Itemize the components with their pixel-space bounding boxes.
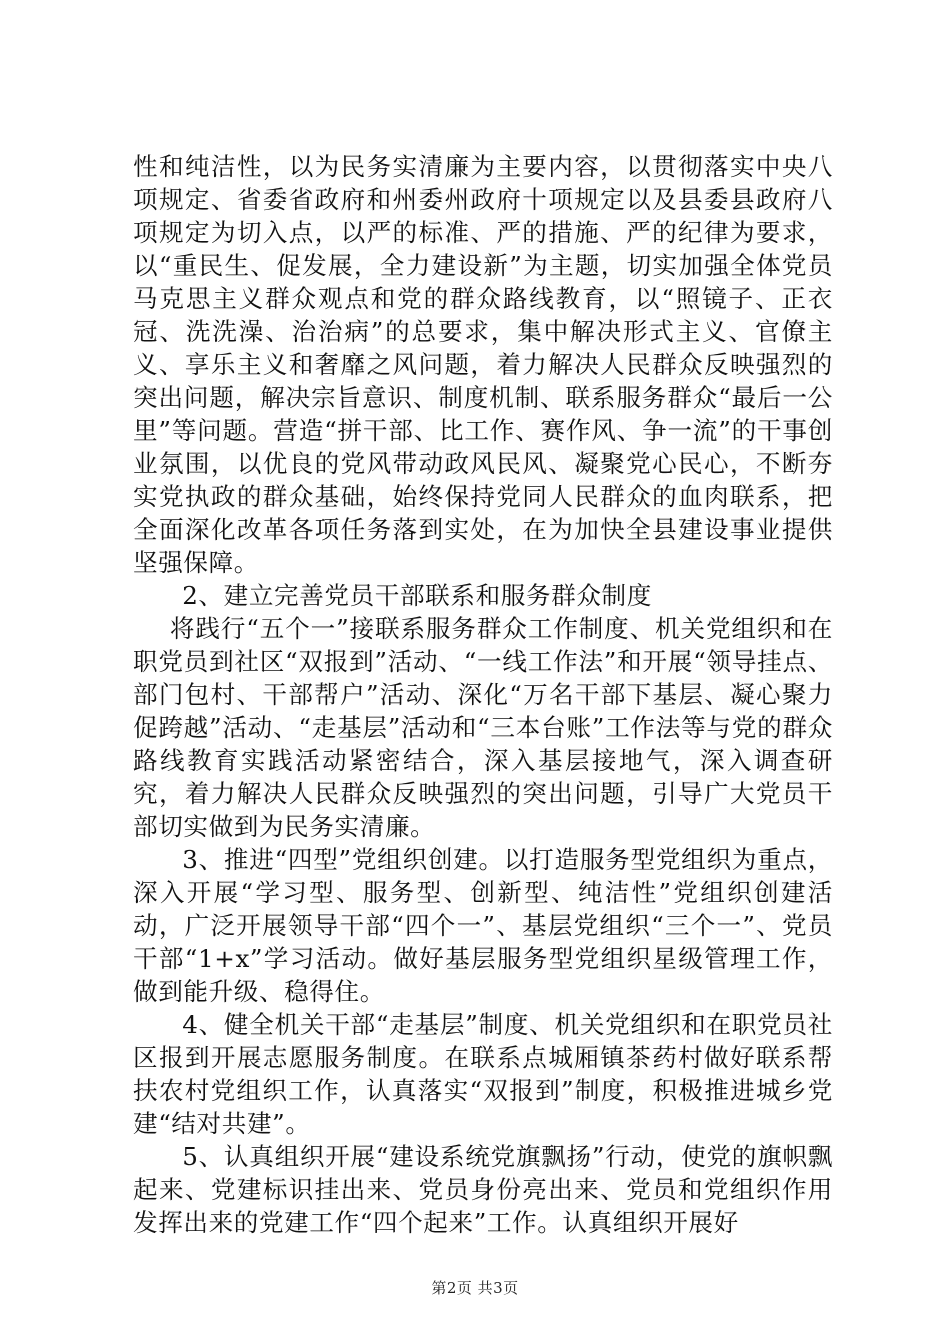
paragraph-section-3: 3、推进“四型”党组织创建。以打造服务型党组织为重点，深入开展“学习型、服务型、创新型、纯洁性”党组织创建活动，广泛开展领导干部“四个一”、基层党组织“三个一”、党员干部“1+x”学习活动。做好基层服务型党组织星级管理工作，做到能升级、稳得住。 (133, 845, 833, 1006)
document-body (133, 150, 833, 1239)
paragraph-continuation: 性和纯洁性，以为民务实清廉为主要内容，以贯彻落实中央八项规定、省委省政府和州委州政府十项规定以及县委县政府八项规定为切入点，以严的标准、严的措施、严的纪律为要求，以“重民生、促发展，全力建设新”为主题，切实加强全体党员马克思主义群众观点和党的群众路线教育，以“照镜子、正衣冠、洗洗澡、治治病”的总要求，集中解决形式主义、官僚主义、享乐主义和奢靡之风问题，着力解决人民群众反映强烈的突出问题，解决宗旨意识、制度机制、联系服务群众“最后一公里”等问题。营造“拼干部、比工作、赛作风、争一流”的干事创业氛围，以优良的党风带动政风民风、凝聚党心民心，不断夯实党执政的群众基础，始终保持党同人民群众的血肉联系，把全面深化改革各项任务落到实处，在为加快全县建设事业提供坚强保障。 (133, 152, 833, 577)
page-footer (0, 1277, 950, 1298)
page-number-label: 第2页 共3页 (431, 1279, 519, 1297)
paragraph-section-4: 4、健全机关干部“走基层”制度、机关党组织和在职党员社区报到开展志愿服务制度。在联系点城厢镇茶药村做好联系帮扶农村党组织工作，认真落实“双报到”制度，积极推进城乡党建“结对共建”。 (133, 1010, 833, 1138)
section-heading-2: 2、建立完善党员干部联系和服务群众制度 (182, 581, 652, 610)
paragraph-section-5: 5、认真组织开展“建设系统党旗飘扬”行动，使党的旗帜飘起来、党建标识挂出来、党员身份亮出来、党员和党组织作用发挥出来的党建工作“四个起来”工作。认真组织开展好 (133, 1142, 833, 1237)
paragraph-section-2: 将践行“五个一”接联系服务群众工作制度、机关党组织和在职党员到社区“双报到”活动、“一线工作法”和开展“领导挂点、部门包村、干部帮户”活动、深化“万名干部下基层、凝心聚力促跨越”活动、“走基层”活动和“三本台账”工作法等与党的群众路线教育实践活动紧密结合，深入基层接地气，深入调查研究，着力解决人民群众反映强烈的突出问题，引导广大党员干部切实做到为民务实清廉。 (133, 614, 833, 841)
